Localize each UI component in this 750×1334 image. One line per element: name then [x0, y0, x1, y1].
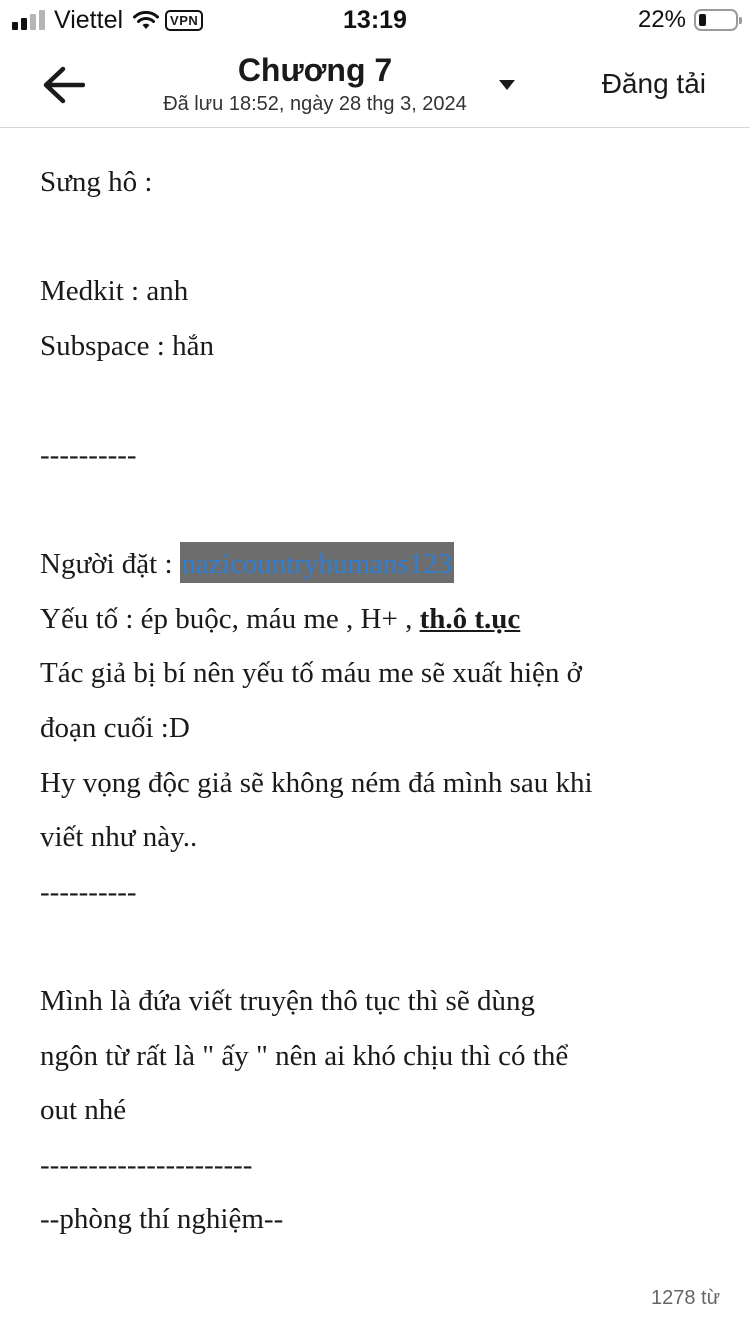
separator-line: ---------- [40, 438, 137, 471]
separator-line: ---------- [40, 875, 137, 908]
chapter-title: Chương 7 [237, 52, 393, 88]
elements-line [40, 592, 720, 647]
vpn-badge: VPN [165, 10, 203, 31]
text-line: out nhé [40, 1094, 127, 1127]
status-time: 13:19 [343, 6, 407, 34]
empty-line [40, 373, 720, 428]
word-count: 1278 từ [651, 1287, 720, 1309]
text-line: --phòng thí nghiệm-- [40, 1203, 284, 1236]
text-line: Hy vọng độc giả sẽ không ném đá mình sau khi [40, 766, 593, 799]
elements-text: Yếu tố : ép buộc, máu me , H+ , [40, 602, 420, 635]
text-line: viết như này.. [40, 821, 198, 854]
text-line: Medkit : anh [40, 275, 189, 308]
text-line: ngôn từ rất là " ấy " nên ai khó chịu thì có thể [40, 1039, 569, 1072]
title-block[interactable] [120, 50, 510, 117]
caret-down-icon [498, 79, 516, 91]
chapter-text-editor[interactable] [40, 155, 720, 1247]
selected-username-link[interactable]: nazicountryhumans123 [180, 542, 455, 583]
empty-line [40, 483, 720, 538]
back-button[interactable] [36, 60, 90, 110]
saved-status: Đã lưu 18:52, ngày 28 thg 3, 2024 [163, 93, 467, 115]
status-bar [0, 0, 750, 40]
chapter-dropdown-button[interactable] [492, 70, 522, 100]
battery-level-fill [699, 14, 706, 26]
empty-line [40, 210, 720, 265]
text-line: đoạn cuối :D [40, 711, 190, 744]
battery-icon [694, 9, 738, 31]
separator-line: ---------------------- [40, 1148, 253, 1181]
requester-label: Người đặt : [40, 548, 180, 581]
editor-nav-bar [0, 40, 750, 128]
carrier-name: Viettel [54, 5, 124, 34]
back-arrow-icon [41, 65, 85, 105]
battery-percent: 22% [637, 6, 686, 33]
text-line: Mình là đứa viết truyện thô tục thì sẽ dùng [40, 984, 535, 1017]
text-line: Sưng hô : [40, 166, 153, 198]
text-line: Tác giả bị bí nên yếu tố máu me sẽ xuất hiện ở [40, 657, 583, 690]
text-line: Subspace : hắn [40, 329, 214, 362]
bold-underlined-text: th.ô t.ục [419, 602, 521, 635]
empty-line [40, 919, 720, 974]
requester-line [40, 537, 720, 592]
status-right [638, 4, 738, 36]
publish-button[interactable]: Đăng tải [601, 68, 706, 99]
